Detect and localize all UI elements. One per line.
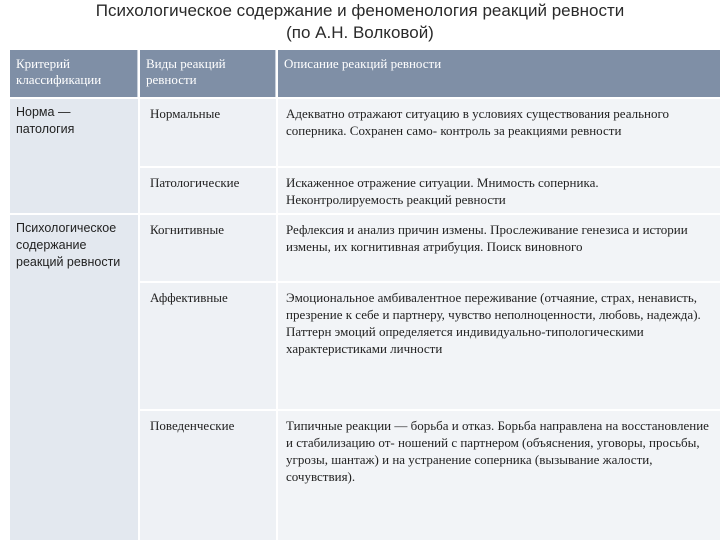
type-pathological: Патологические	[140, 168, 276, 213]
criterion-psychological-content: Психологическое содержание реакций ревности	[10, 215, 138, 540]
header-types: Виды реакций ревности	[140, 50, 276, 97]
description-normal: Адекватно отражают ситуацию в условиях существования реального соперника. Сохранен само- контроль за реакциями ревности	[278, 99, 720, 166]
description-behavioral: Типичные реакции — борьба и отказ. Борьба направлена на восстановление и стабилизацию от- ношений с партнером (объяснения, уговоры, просьбы, угрозы, шантаж) и на устранение соперника (вызывание жалости, сочувствия).	[278, 411, 720, 540]
description-pathological: Искаженное отражение ситуации. Мнимость соперника. Неконтролируемость реакций ревности	[278, 168, 720, 213]
type-cognitive: Когнитивные	[140, 215, 276, 281]
description-affective: Эмоциональное амбивалентное переживание (отчаяние, страх, ненависть, презрение к себе и партнеру, чувство неполноценности, любовь, надежда). Паттерн эмоций определяется индивидуально-типологическими характеристиками личности	[278, 283, 720, 409]
title-line-1: Психологическое содержание и феноменология реакций ревности	[95, 1, 625, 20]
description-cognitive: Рефлексия и анализ причин измены. Прослеживание генезиса и истории измены, их когнитивная атрибуция. Поиск виновного	[278, 215, 720, 281]
type-affective: Аффективные	[140, 283, 276, 409]
header-description: Описание реакций ревности	[278, 50, 720, 97]
jealousy-reactions-table	[10, 50, 720, 540]
type-behavioral: Поведенческие	[140, 411, 276, 540]
title-line-2: (по А.Н. Волковой)	[286, 23, 434, 42]
header-criterion: Критерий классификации	[10, 50, 138, 97]
criterion-norm-pathology: Норма — патология	[10, 99, 138, 213]
type-normal: Нормальные	[140, 99, 276, 166]
slide-title	[0, 0, 720, 52]
